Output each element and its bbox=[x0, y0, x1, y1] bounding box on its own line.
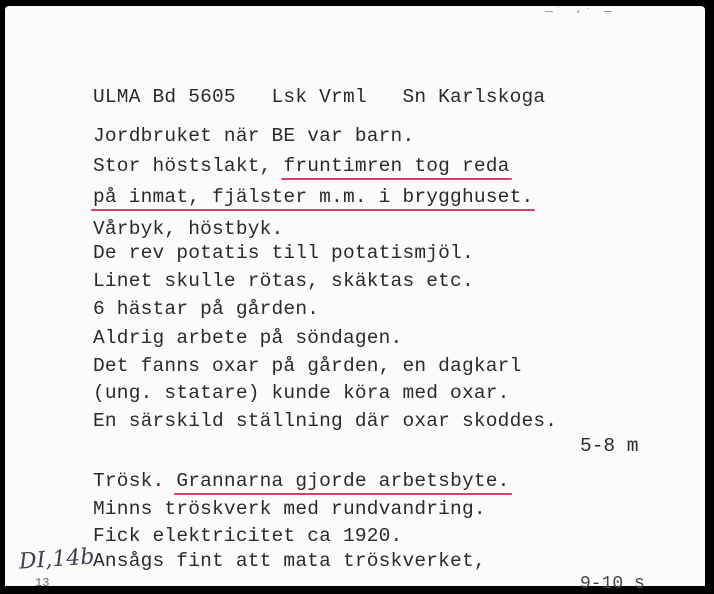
underlined-phrase-1: fruntimren tog reda bbox=[283, 155, 510, 177]
text-line-9: Det fanns oxar på gården, en dagkarl bbox=[93, 355, 522, 377]
corner-note: 9-10 s bbox=[580, 574, 645, 594]
text-line-1: Jordbruket när BE var barn. bbox=[93, 125, 415, 147]
text-line-5: De rev potatis till potatismjöl. bbox=[93, 242, 474, 264]
text-line-13: Minns tröskverk med rundvandring. bbox=[93, 498, 486, 520]
archive-card bbox=[5, 4, 705, 594]
text-line-8: Aldrig arbete på söndagen. bbox=[93, 327, 403, 349]
underlined-phrase-3: Grannarna gjorde arbetsbyte. bbox=[176, 470, 510, 492]
text-line-4: Vårbyk, höstbyk. bbox=[93, 218, 284, 240]
margin-note-small: 13 bbox=[35, 576, 50, 590]
top-mark: —ˈ ·ˑ — bbox=[545, 4, 614, 19]
text-line-7: 6 hästar på gården. bbox=[93, 298, 320, 320]
text-line-14: Fick elektricitet ca 1920. bbox=[93, 525, 403, 547]
card-header: ULMA Bd 5605 Lsk Vrml Sn Karlskoga bbox=[93, 86, 546, 108]
text-line-2 bbox=[93, 155, 510, 177]
text-line-12 bbox=[93, 470, 510, 492]
text-line-15: Ansågs fint att mata tröskverket, bbox=[93, 550, 486, 572]
text-line-12a: Trösk. bbox=[93, 470, 165, 492]
measure-note: 5-8 m bbox=[580, 435, 639, 457]
text-line-11: En särskild ställning där oxar skoddes. bbox=[93, 410, 558, 432]
handwritten-margin-note: DI,14b bbox=[18, 544, 96, 575]
text-line-10: (ung. statare) kunde köra med oxar. bbox=[93, 382, 510, 404]
underlined-phrase-2: på inmat, fjälster m.m. i brygghuset. bbox=[93, 186, 534, 208]
text-line-2a: Stor höstslakt, bbox=[93, 155, 272, 177]
text-line-6: Linet skulle rötas, skäktas etc. bbox=[93, 270, 474, 292]
